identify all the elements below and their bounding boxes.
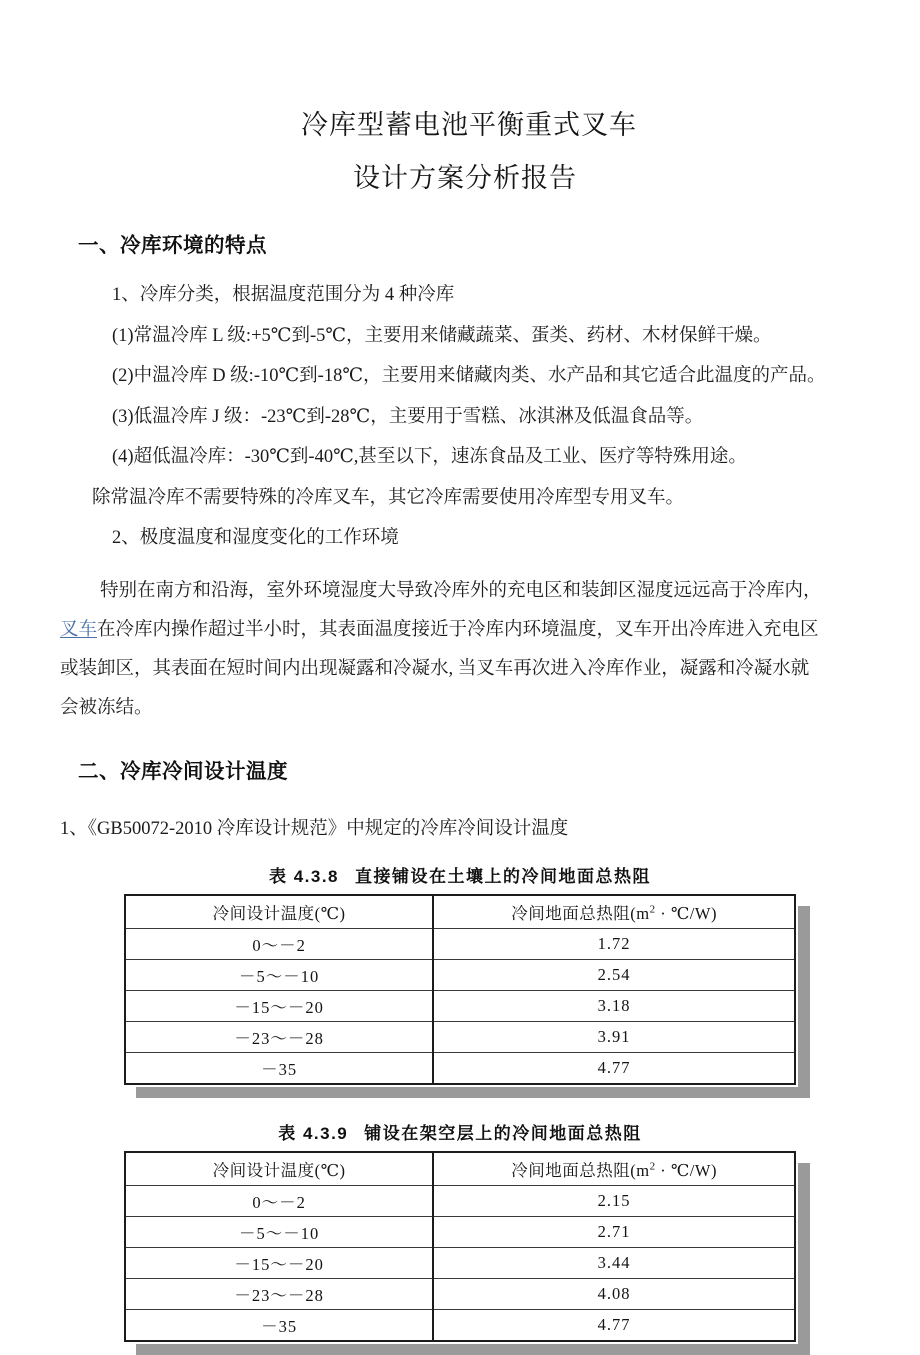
list-item-low-temp: (3)低温冷库 J 级：-23℃到-28℃，主要用于雪糕、冰淇淋及低温食品等。 [112, 406, 704, 427]
cell-resistance: 2.15 [433, 1185, 795, 1216]
document-title-line-1: 冷库型蓄电池平衡重式叉车 [301, 110, 637, 140]
table-caption-438-text: 直接铺设在土壤上的冷间地面总热阻 [355, 866, 652, 886]
cell-temperature: －15～－20 [125, 990, 433, 1021]
paragraph-humidity-condensation [60, 572, 860, 728]
table-row [125, 959, 795, 990]
paragraph-line-1-text: 特别在南方和沿海，室外环境湿度大导致冷库外的充电区和装卸区湿度远远高于冷库内， [100, 580, 822, 601]
table-caption-438 [124, 862, 796, 894]
list-item-ultra-low-temp: (4)超低温冷库：-30℃到-40℃,甚至以下，速冻食品及工业、医疗等特殊用途。 [112, 447, 747, 467]
header-thermal-resistance-suffix: · ℃/W) [655, 1160, 717, 1180]
paragraph-line-2 [60, 611, 860, 650]
table-438-shadow-bottom [136, 1087, 810, 1098]
header-thermal-resistance [433, 895, 795, 929]
cell-temperature: －5～－10 [125, 959, 433, 990]
cell-resistance: 3.44 [433, 1247, 795, 1278]
cell-temperature: －15～－20 [125, 1247, 433, 1278]
note-special-forklift: 除常温冷库不需要特殊的冷库叉车，其它冷库需要使用冷库型专用叉车。 [92, 487, 685, 508]
header-design-temperature: 冷间设计温度(℃) [125, 1152, 433, 1186]
table-439-shadow-bottom [136, 1344, 810, 1355]
cell-temperature: 0～－2 [125, 1185, 433, 1216]
header-thermal-resistance-prefix: 冷间地面总热阻(m [511, 903, 650, 923]
cell-resistance: 4.77 [433, 1052, 795, 1084]
list-item-medium-temp: (2)中温冷库 D 级:-10℃到-18℃，主要用来储藏肉类、水产品和其它适合此温度的产品。 [112, 366, 826, 386]
document-content [60, 0, 860, 1342]
subsection-gb-standard: 1、《GB50072-2010 冷库设计规范》中规定的冷库冷间设计温度 [60, 818, 569, 839]
table-439 [124, 1151, 796, 1342]
paragraph-line-4: 会被冻结。 [60, 697, 153, 718]
cell-temperature: －35 [125, 1052, 433, 1084]
table-header-row [125, 1152, 795, 1186]
header-thermal-resistance-sup: 2 [649, 903, 656, 915]
cell-resistance: 4.77 [433, 1309, 795, 1341]
forklift-link[interactable]: 叉车 [60, 619, 98, 640]
cell-resistance: 2.54 [433, 959, 795, 990]
table-caption-439-text: 铺设在架空层上的冷间地面总热阻 [364, 1123, 642, 1143]
table-row [125, 1278, 795, 1309]
cell-resistance: 3.91 [433, 1021, 795, 1052]
table-439-shadow-right [798, 1163, 810, 1355]
header-design-temperature: 冷间设计温度(℃) [125, 895, 433, 929]
cell-temperature: －23～－28 [125, 1278, 433, 1309]
header-thermal-resistance-suffix: · ℃/W) [655, 903, 717, 923]
table-438-wrap [124, 894, 796, 1085]
cell-resistance: 3.18 [433, 990, 795, 1021]
table-row [125, 1247, 795, 1278]
table-row [125, 1021, 795, 1052]
paragraph-line-1 [60, 572, 860, 611]
table-row [125, 928, 795, 959]
list-item-working-environment: 2、极度温度和湿度变化的工作环境 [112, 528, 399, 548]
document-title-line-2: 设计方案分析报告 [353, 163, 577, 193]
paragraph-line-3: 或装卸区，其表面在短时间内出现凝露和冷凝水, 当叉车再次进入冷库作业，凝露和冷凝水就 [60, 658, 810, 679]
section-heading-one: 一、冷库环境的特点 [78, 234, 267, 257]
cell-temperature: －23～－28 [125, 1021, 433, 1052]
cell-temperature: －35 [125, 1309, 433, 1341]
table-438 [124, 894, 796, 1085]
table-caption-438-number: 表 4.3.8 [268, 866, 340, 886]
table-row [125, 1216, 795, 1247]
table-header-row [125, 895, 795, 929]
header-thermal-resistance-prefix: 冷间地面总热阻(m [511, 1160, 650, 1180]
table-figure-438 [124, 862, 796, 1085]
table-caption-439-number: 表 4.3.9 [278, 1123, 349, 1143]
table-figure-439 [124, 1119, 796, 1342]
table-row [125, 1185, 795, 1216]
cell-resistance: 1.72 [433, 928, 795, 959]
table-row [125, 990, 795, 1021]
table-439-wrap [124, 1151, 796, 1342]
header-thermal-resistance [433, 1152, 795, 1186]
table-438-shadow-right [798, 906, 810, 1098]
table-caption-439 [124, 1119, 796, 1151]
cell-resistance: 4.08 [433, 1278, 795, 1309]
section-heading-two: 二、冷库冷间设计温度 [78, 759, 288, 783]
table-row [125, 1309, 795, 1341]
list-item-normal-temp: (1)常温冷库 L 级:+5℃到-5℃，主要用来储藏蔬菜、蛋类、药材、木材保鲜干燥。 [112, 325, 772, 346]
cell-temperature: －5～－10 [125, 1216, 433, 1247]
cell-temperature: 0～－2 [125, 928, 433, 959]
header-thermal-resistance-sup: 2 [649, 1160, 656, 1172]
table-row [125, 1052, 795, 1084]
paragraph-line-2-text: 在冷库内操作超过半小时，其表面温度接近于冷库内环境温度，叉车开出冷库进入充电区 [97, 619, 819, 640]
cell-resistance: 2.71 [433, 1216, 795, 1247]
list-item-classification: 1、冷库分类，根据温度范围分为 4 种冷库 [112, 285, 455, 305]
